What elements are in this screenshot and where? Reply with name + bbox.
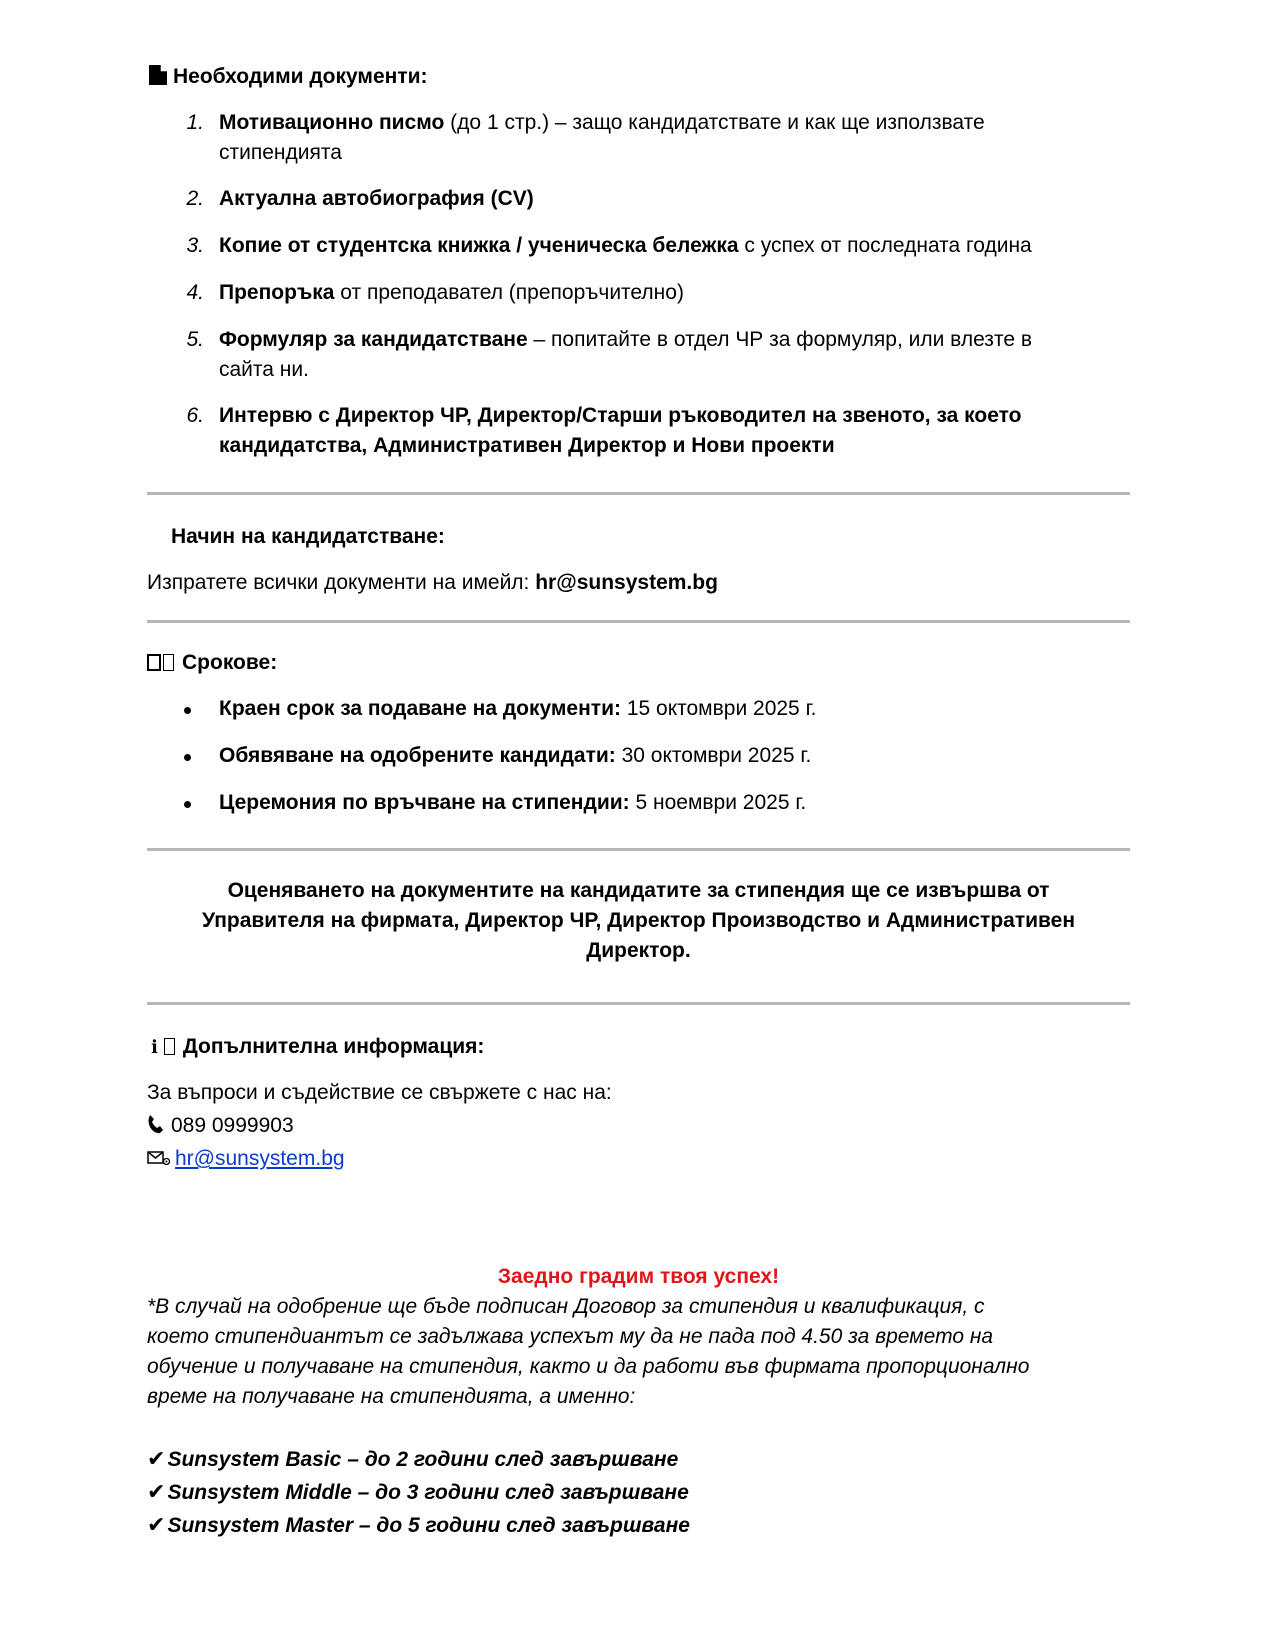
list-number: 1. <box>186 111 204 134</box>
list-item-bold: Актуална автобиография (CV) <box>219 187 534 210</box>
list-item-bold: Формуляр за кандидатстване <box>219 328 528 351</box>
list-item-text: (до 1 стр.) – защо кандидатствате и как ще използвате <box>444 111 985 134</box>
note-line: което стипендиантът се задължава успехът му да не пада под 4.50 за времето на <box>147 1325 994 1348</box>
check-icon: ✔ <box>147 1512 166 1537</box>
plan-item <box>147 1477 689 1508</box>
check-icon: ✔ <box>147 1479 166 1504</box>
list-item <box>219 278 684 308</box>
list-item-continuation: сайта ни. <box>219 358 309 381</box>
note-line: *В случай на одобрение ще бъде подписан Договор за стипендия и квалификация, с <box>147 1295 985 1318</box>
evaluation-line: Управителя на фирмата, Директор ЧР, Директор Производство и Административен <box>201 909 1076 932</box>
apply-instruction: Изпратете всички документи на имейл: <box>147 571 536 594</box>
deadline-label: Обявяване на одобрените кандидати: <box>219 744 616 767</box>
list-item-bold: Препоръка <box>219 281 335 304</box>
plan-item <box>147 1444 678 1475</box>
deadline-label: Церемония по връчване на стипендии: <box>219 791 630 814</box>
list-item-continuation: стипендията <box>219 141 342 164</box>
section-divider <box>147 620 1130 623</box>
section-divider <box>147 492 1130 495</box>
list-item <box>219 108 985 138</box>
list-item <box>219 231 1032 261</box>
list-number: 2. <box>186 187 204 210</box>
list-item-text: – попитайте в отдел ЧР за формуляр, или влезте в <box>527 328 1032 351</box>
apply-heading: Начин на кандидатстване: <box>171 525 445 548</box>
list-item <box>219 325 1032 355</box>
list-item-bold: Мотивационно писмо <box>219 111 445 134</box>
info-icon-placeholder <box>164 1038 175 1055</box>
info-heading-text: Допълнителна информация: <box>182 1035 485 1058</box>
info-icon: ℹ <box>151 1037 158 1057</box>
deadline-item <box>219 788 806 818</box>
email-link[interactable]: hr@sunsystem.bg <box>175 1147 345 1170</box>
list-number: 5. <box>186 328 204 351</box>
phone-line <box>147 1111 294 1141</box>
apply-email: hr@sunsystem.bg <box>535 571 718 594</box>
note-line: време на получаване на стипендията, а именно: <box>147 1385 636 1408</box>
document-icon <box>149 65 167 85</box>
deadline-label: Краен срок за подаване на документи: <box>219 697 621 720</box>
deadline-date: 5 ноември 2025 г. <box>629 791 807 814</box>
documents-heading <box>149 62 428 92</box>
list-item <box>219 184 534 214</box>
phone-icon <box>147 1115 163 1134</box>
list-bullet <box>184 754 191 761</box>
list-number: 6. <box>186 404 204 427</box>
list-bullet <box>184 801 191 808</box>
deadlines-heading <box>147 648 277 678</box>
email-line <box>147 1144 345 1174</box>
list-item-bold: Копие от студентска книжка / ученическа бележка <box>219 234 739 257</box>
list-number: 4. <box>186 281 204 304</box>
list-bullet <box>184 707 191 714</box>
note-line: обучение и получаване на стипендия, както и да работи във фирмата пропорционално <box>147 1355 1030 1378</box>
info-heading <box>151 1032 484 1062</box>
slogan: Заедно градим твоя успех! <box>497 1265 780 1288</box>
list-item-text: от преподавател (препоръчително) <box>334 281 684 304</box>
evaluation-line: Директор. <box>586 939 691 962</box>
deadline-item <box>219 694 817 724</box>
deadline-date: 30 октомври 2025 г. <box>615 744 812 767</box>
apply-text <box>147 568 718 598</box>
phone-number: 089 0999903 <box>171 1114 294 1137</box>
list-item-continuation: кандидатства, Административен Директор и Нови проекти <box>219 434 835 457</box>
list-item-bold: Интервю с Директор ЧР, Директор/Старши ръководител на звеното, за което <box>219 404 1022 427</box>
calendar-icon <box>147 654 161 671</box>
email-icon <box>147 1150 171 1166</box>
list-item-text: с успех от последната година <box>738 234 1032 257</box>
section-divider <box>147 848 1130 851</box>
plan-text: Sunsystem Middle – до 3 години след завършване <box>167 1481 689 1504</box>
plan-item <box>147 1510 690 1541</box>
info-text: За въпроси и съдействие се свържете с нас на: <box>147 1081 612 1104</box>
calendar-icon-placeholder <box>163 654 174 671</box>
deadlines-heading-text: Срокове: <box>182 651 278 674</box>
deadline-date: 15 октомври 2025 г. <box>620 697 817 720</box>
documents-heading-text: Необходими документи: <box>173 65 428 88</box>
list-number: 3. <box>186 234 204 257</box>
evaluation-line: Оценяването на документите на кандидатите за стипендия ще се извършва от <box>227 879 1050 902</box>
list-item <box>219 401 1021 431</box>
plan-text: Sunsystem Basic – до 2 години след завършване <box>167 1448 679 1471</box>
section-divider <box>147 1002 1130 1005</box>
plan-text: Sunsystem Master – до 5 години след завършване <box>167 1514 690 1537</box>
check-icon: ✔ <box>147 1446 166 1471</box>
deadline-item <box>219 741 811 771</box>
